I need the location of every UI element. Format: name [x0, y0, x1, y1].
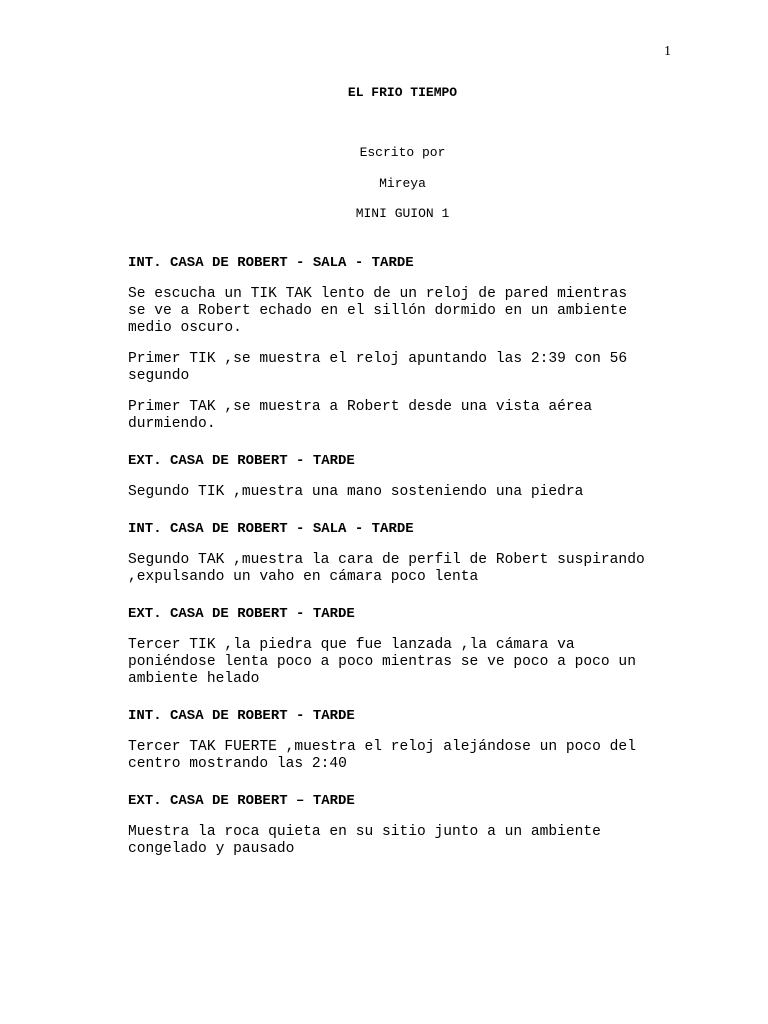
action-line: Primer TIK ,se muestra el reloj apuntando las 2:39 con 56 segundo [128, 351, 628, 384]
scene [128, 521, 688, 586]
action-line: Primer TAK ,se muestra a Robert desde una vista aérea durmiendo. [128, 399, 593, 432]
action-line: Segundo TIK ,muestra una mano sosteniendo una piedra [128, 484, 584, 500]
scene [128, 453, 688, 501]
draft-label: MINI GUION 1 [355, 206, 450, 221]
action-line: Muestra la roca quieta en su sitio junto a un ambiente congelado y pausado [128, 824, 601, 857]
action-line: Tercer TAK FUERTE ,muestra el reloj alejándose un poco del centro mostrando las 2:40 [128, 739, 636, 772]
scene [128, 708, 688, 773]
scene-heading: INT. CASA DE ROBERT - SALA - TARDE [128, 521, 414, 537]
scene-heading: EXT. CASA DE ROBERT - TARDE [128, 606, 355, 622]
scene [128, 793, 688, 858]
scene-heading: EXT. CASA DE ROBERT - TARDE [128, 453, 355, 469]
scene-heading: INT. CASA DE ROBERT - TARDE [128, 708, 355, 724]
action-line: Tercer TIK ,la piedra que fue lanzada ,la cámara va poniéndose lenta poco a poco mientras se ve poco a poco un ambiente helado [128, 637, 636, 687]
page-number: 1 [664, 44, 671, 59]
script-body [128, 255, 688, 878]
author-name: Mireya [379, 176, 426, 191]
action-line: Se escucha un TIK TAK lento de un reloj de pared mientras se ve a Robert echado en el sillón dormido en un ambiente medio oscuro. [128, 286, 628, 336]
scene-heading: INT. CASA DE ROBERT - SALA - TARDE [128, 255, 414, 271]
credit-line: Escrito por [359, 145, 446, 160]
scene-heading: EXT. CASA DE ROBERT – TARDE [128, 793, 355, 809]
script-title: EL FRIO TIEMPO [347, 85, 458, 100]
action-line: Segundo TAK ,muestra la cara de perfil de Robert suspirando ,expulsando un vaho en cámara poco lenta [128, 552, 645, 585]
scene [128, 606, 688, 688]
scene [128, 255, 688, 433]
